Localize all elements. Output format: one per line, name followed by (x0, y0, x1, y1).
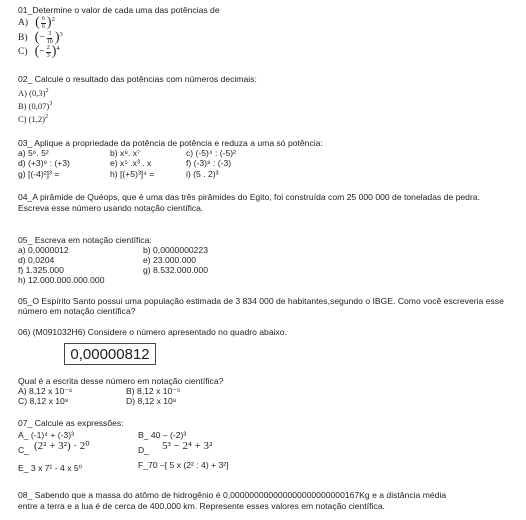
q08-line2: entre a terra e a lua é de cerca de 400.000 km. Represente esses valores em notação científica. (18, 501, 385, 511)
q03-item-g: g) [(-4)²]³ = (18, 169, 60, 179)
q03-item-f: f) (-3)⁸ : (-3) (186, 158, 232, 168)
q06-option-b: B) 8,12 x 10⁻⁵ (126, 386, 181, 396)
q05a-title: 05_ Escreva em notação científica: (18, 235, 152, 245)
boxed-number: 0,00000812 (64, 343, 156, 365)
q01-title: 01_Determine o valor de cada uma das potências de (18, 5, 220, 15)
q05a-item-f: f) 1.325.000 (18, 265, 64, 275)
q07-item-f: F_70 –[ 5 x (2² : 4) + 3²] (138, 460, 229, 470)
q05a-item-g: g) 8.532.000.000 (143, 265, 208, 275)
q02-item-a: A) $(0,3)^2$ (18, 87, 49, 98)
q05a-item-h: h) 12.000.000.000.000 (18, 275, 105, 285)
q07-item-e: E_ 3 x 7¹ - 4 x 5⁰ (18, 463, 83, 473)
q04-line2: Escreva esse número usando notação científica. (18, 203, 204, 213)
q07-item-a: A_ (-1)⁴ + (-3)³ (18, 430, 74, 440)
q01-item-b: B) (− $\frac{3}{10}$ )$^3$ (18, 30, 63, 45)
q07-item-b: B_ 40 – (-2)³ (138, 430, 187, 440)
q03-item-a: a) 5⁶. 5² (18, 148, 49, 158)
q07-title: 07_ Calcule as expressões: (18, 418, 124, 428)
q05a-item-e: e) 23.000.000 (143, 255, 197, 265)
q03-title: 03_ Aplique a propriedade da potência de potência e reduza a uma só potência: (18, 138, 323, 148)
q03-item-e: e) x⁵ .x³ . x (110, 158, 152, 168)
q05a-item-d: d) 0,0204 (18, 255, 55, 265)
q05a-item-a: a) 0,0000012 (18, 245, 69, 255)
q08-line1: 08_ Sabendo que a massa do atômo de hidrogênio é 0,000000000000000000000000167Kg e a distância média (18, 490, 447, 500)
q06-option-d: D) 8,12 x 10⁸ (126, 396, 177, 406)
q06-option-a: A) 8,12 x 10⁻⁶ (18, 386, 73, 396)
q05b-line2: número em notação científica? (18, 306, 136, 316)
q02-item-b: B) $(0,07)^3$ (18, 100, 53, 111)
q06-question: Qual é a escrita desse número em notação científica? (18, 376, 224, 386)
q03-item-b: b) x⁸. x⁷ (110, 148, 141, 158)
q03-item-h: h) [(+5)³]⁴ = (110, 169, 155, 179)
q01-item-c: C) (− $\frac{2}{3}$ )$^4$ (18, 44, 60, 59)
q07-item-c-label: C_ (18, 445, 29, 455)
q07-item-d-label: D_ (138, 445, 149, 455)
q07-item-d-expr: 5³ − 2⁴ + 3² (162, 440, 213, 452)
q07-item-c-expr: (2² + 3²) · 2⁰ (34, 440, 90, 452)
q03-item-i: i) (5 . 2)³ (186, 169, 219, 179)
q03-item-c: c) (-5)⁴ : (-5)² (186, 148, 236, 158)
q06-option-c: C) 8,12 x 10⁸ (18, 396, 69, 406)
q05b-line1: 05_O Espírito Santo possui uma população estimada de 3 834 000 de habitantes,segundo o IBGE. Como você escreveria esse (18, 296, 504, 306)
q01-item-a: A) ( $\frac{6}{6}$ )$^2$ (18, 15, 55, 30)
q06-title: 06) (M091032H6) Considere o número apresentado no quadro abaixo. (18, 327, 287, 337)
q02-title: 02_ Calcule o resultado das potências com números decimais: (18, 74, 257, 84)
q05a-item-b: b) 0,0000000223 (143, 245, 208, 255)
q03-item-d: d) (+3)⁹ : (+3) (18, 158, 70, 168)
q02-item-c: C) $(1,2)^2$ (18, 113, 49, 124)
q04-line1: 04_A pirâmide de Quéops, que é uma das três pirâmides do Egito, foi construída com 25 000 000 de toneladas de pedra. (18, 192, 480, 202)
